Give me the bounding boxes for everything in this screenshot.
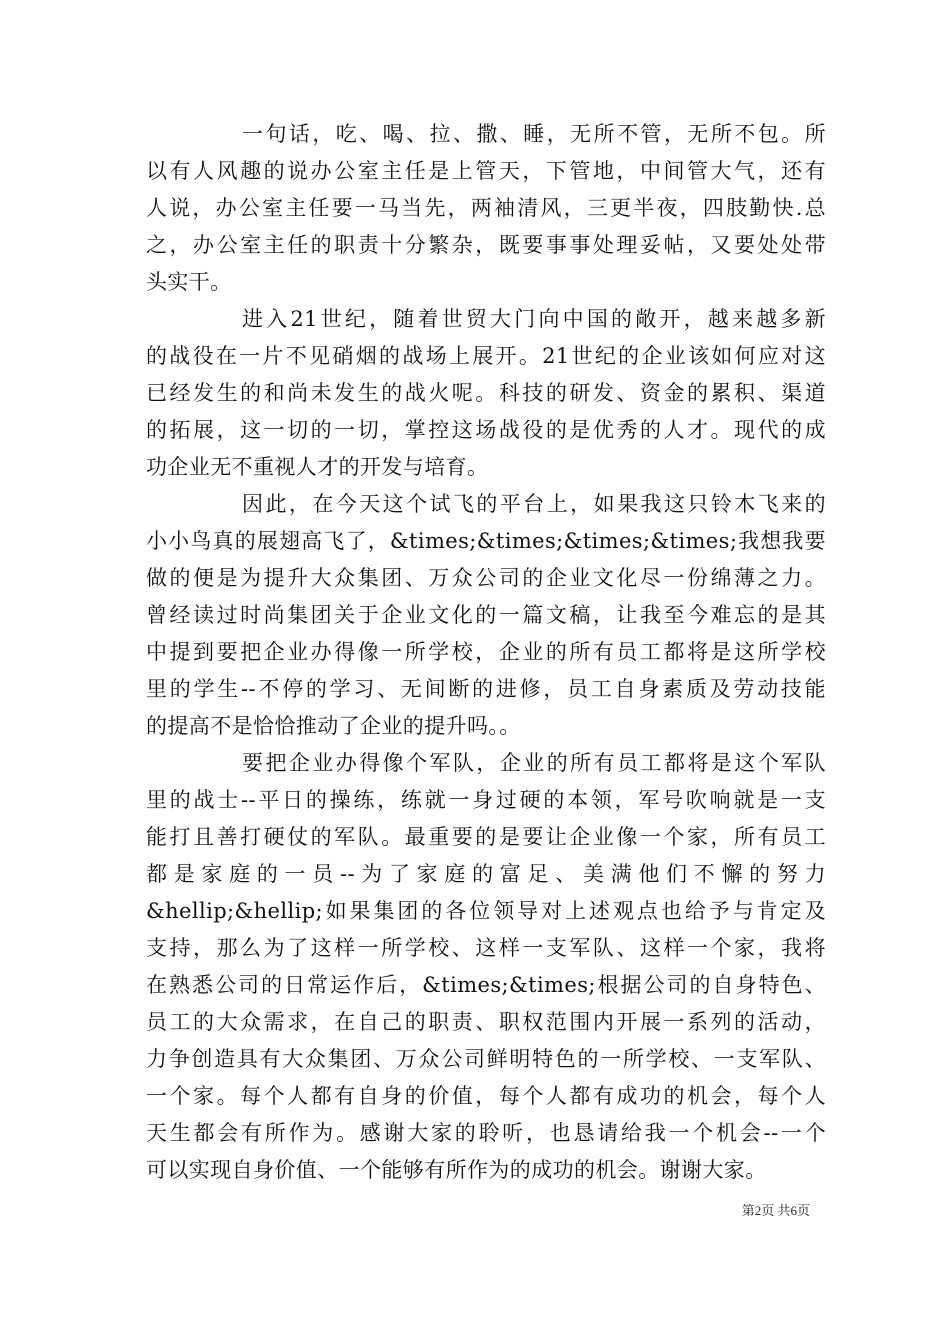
text-line: 功企业无不重视人才的开发与培育。 — [146, 455, 489, 479]
text-line: 要把企业办得像个军队，企业的所有员工都将是这个军队 — [242, 751, 826, 775]
text-line: 中提到要把企业办得像一所学校，企业的所有员工都将是这所学校 — [146, 640, 826, 664]
text-line: 以有人风趣的说办公室主任是上管天，下管地，中间管大气，还有 — [146, 159, 826, 183]
text-line: 里的学生--不停的学习、无间断的进修，员工自身素质及劳动技能 — [146, 677, 826, 701]
page-number-footer: 第2页 共6页 — [741, 1203, 810, 1218]
text-line: 可以实现自身价值、一个能够有所作为的成功的机会。谢谢大家。 — [146, 1158, 767, 1182]
text-line: 支持，那么为了这样一所学校、这样一支军队、这样一个家，我将 — [146, 936, 826, 960]
text-line: 进入21世纪，随着世贸大门向中国的敞开，越来越多新 — [242, 307, 826, 331]
text-line: 之，办公室主任的职责十分繁杂，既要事事处理妥帖，又要处处带 — [146, 233, 826, 257]
text-line: 一句话，吃、喝、拉、撒、睡，无所不管，无所不包。所 — [242, 122, 826, 146]
text-line: 小小鸟真的展翅高飞了，&times;&times;&times;&times;我想我要 — [146, 529, 826, 553]
text-line: 做的便是为提升大众集团、万众公司的企业文化尽一份绵薄之力。 — [146, 566, 826, 590]
text-line: 的提高不是恰恰推动了企业的提升吗。。 — [146, 714, 521, 738]
text-line: 的拓展，这一切的一切，掌控这场战役的是优秀的人才。现代的成 — [146, 418, 826, 442]
text-line: &hellip;&hellip;如果集团的各位领导对上述观点也给予与肯定及 — [146, 899, 826, 923]
text-line: 都是家庭的一员--为了家庭的富足、美满他们不懈的努力 — [146, 862, 826, 886]
text-line: 能打且善打硬仗的军队。最重要的是要让企业像一个家，所有员工 — [146, 825, 826, 849]
text-line: 一个家。每个人都有自身的价值，每个人都有成功的机会，每个人 — [146, 1084, 826, 1108]
text-line: 天生都会有所作为。感谢大家的聆听，也恳请给我一个机会--一个 — [146, 1121, 826, 1145]
text-line: 在熟悉公司的日常运作后，&times;&times;根据公司的自身特色、 — [146, 973, 826, 997]
text-line: 因此，在今天这个试飞的平台上，如果我这只铃木飞来的 — [242, 492, 826, 516]
text-line: 员工的大众需求，在自己的职责、职权范围内开展一系列的活动， — [146, 1010, 826, 1034]
text-line: 里的战士--平日的操练，练就一身过硬的本领，军号吹响就是一支 — [146, 788, 826, 812]
text-line: 的战役在一片不见硝烟的战场上展开。21世纪的企业该如何应对这 — [146, 344, 826, 368]
text-line: 已经发生的和尚未发生的战火呢。科技的研发、资金的累积、渠道 — [146, 381, 826, 405]
text-line: 头实干。 — [146, 270, 232, 294]
text-line: 曾经读过时尚集团关于企业文化的一篇文稿，让我至今难忘的是其 — [146, 603, 826, 627]
text-line: 人说，办公室主任要一马当先，两袖清风，三更半夜，四肢勤快.总 — [146, 196, 826, 220]
text-line: 力争创造具有大众集团、万众公司鲜明特色的一所学校、一支军队、 — [146, 1047, 826, 1071]
